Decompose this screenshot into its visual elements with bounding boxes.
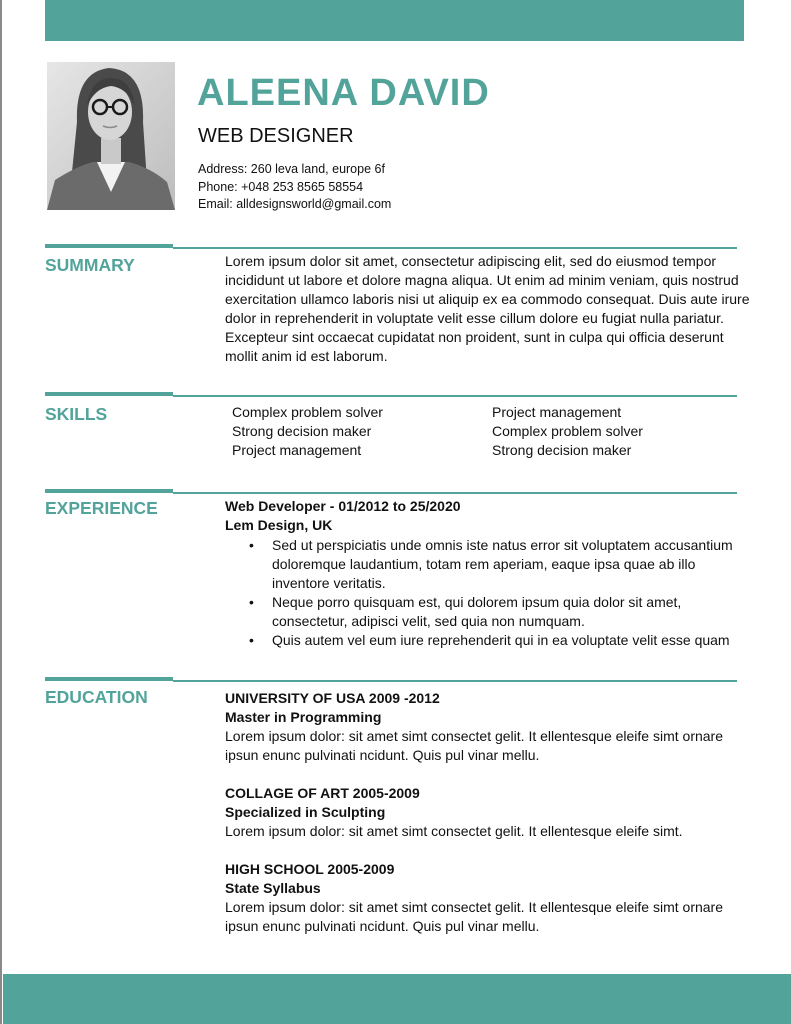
experience-heading: EXPERIENCE (45, 498, 158, 518)
experience-entry (225, 497, 750, 650)
candidate-name: ALEENA DAVID (197, 72, 490, 114)
contact-info (198, 161, 391, 214)
skill-item: Strong decision maker (232, 423, 372, 439)
school-name: UNIVERSITY OF USA 2009 -2012 (225, 690, 440, 706)
skill-item: Complex problem solver (492, 423, 643, 439)
address-line: Address: 260 leva land, europe 6f (198, 162, 385, 176)
experience-bullets (225, 536, 750, 650)
education-entry (225, 784, 750, 841)
degree-name: State Syllabus (225, 880, 321, 896)
school-name: HIGH SCHOOL 2005-2009 (225, 861, 395, 877)
experience-role: Web Developer - 01/2012 to 25/2020 (225, 498, 461, 514)
education-entry (225, 689, 750, 765)
education-divider-thick (45, 677, 173, 681)
skills-divider-thin (173, 395, 737, 397)
phone-line: Phone: +048 253 8565 58554 (198, 179, 364, 194)
job-title: WEB DESIGNER (198, 125, 354, 147)
education-heading: EDUCATION (45, 687, 148, 707)
skill-item: Project management (492, 404, 622, 420)
top-accent-bar (45, 0, 744, 41)
skill-item: Complex problem solver (232, 404, 383, 420)
degree-name: Master in Programming (225, 709, 382, 725)
skills-column-right (492, 403, 643, 460)
summary-heading: SUMMARY (45, 255, 135, 275)
education-list (225, 689, 750, 955)
experience-company: Lem Design, UK (225, 517, 333, 533)
education-description: Lorem ipsum dolor: sit amet simt consectet gelit. It ellentesque eleife simt ornare ipsun enunc pulvinati ncidunt. Quis pul vinar mellu. (225, 899, 723, 934)
education-description: Lorem ipsum dolor: sit amet simt consectet gelit. It ellentesque eleife simt ornare ipsun enunc pulvinati ncidunt. Quis pul vinar mellu. (225, 728, 723, 763)
school-name: COLLAGE OF ART 2005-2009 (225, 785, 420, 801)
skills-column-left (232, 403, 383, 460)
list-item: • Neque porro quisquam est, qui dolorem ipsum quia dolor sit amet, consectetur, adipisci velit, sed quia non numquam. (225, 593, 750, 631)
bottom-accent-bar (3, 974, 791, 1024)
profile-photo (47, 62, 175, 210)
education-divider-thin (173, 680, 737, 682)
list-item: • Sed ut perspiciatis unde omnis iste natus error sit voluptatem accusantium doloremque laudantium, totam rem aperiam, eaque ipsa quae ab illo inventore veritatis. (225, 536, 750, 593)
list-item: • Quis autem vel eum iure reprehenderit qui in ea voluptate velit esse quam (225, 631, 750, 650)
summary-divider-thin (173, 247, 737, 249)
summary-divider-thick (45, 244, 173, 248)
summary-text: Lorem ipsum dolor sit amet, consectetur adipiscing elit, sed do eiusmod tempor incididunt ut labore et dolore magna aliqua. Ut enim ad minim veniam, quis nostrud exercitation ullamco laboris nisi ut aliquip ex ea commodo consequat. Duis aute irure dolor in reprehenderit in voluptate velit esse cillum dolore eu fugiat nulla pariatur. Excepteur sint occaecat cupidatat non proident, sunt in culpa qui officia deserunt mollit anim id est laborum. (225, 253, 750, 364)
page-edge (0, 0, 2, 1024)
email-line: Email: alldesignsworld@gmail.com (198, 197, 392, 211)
experience-divider-thin (173, 492, 737, 494)
education-description: Lorem ipsum dolor: sit amet simt consectet gelit. It ellentesque eleife simt. (225, 823, 683, 839)
skill-item: Strong decision maker (492, 442, 632, 458)
education-entry (225, 860, 750, 936)
skills-divider-thick (45, 392, 173, 396)
skills-heading: SKILLS (45, 404, 108, 424)
degree-name: Specialized in Sculpting (225, 804, 386, 820)
skill-item: Project management (232, 442, 362, 458)
experience-divider-thick (45, 489, 173, 493)
